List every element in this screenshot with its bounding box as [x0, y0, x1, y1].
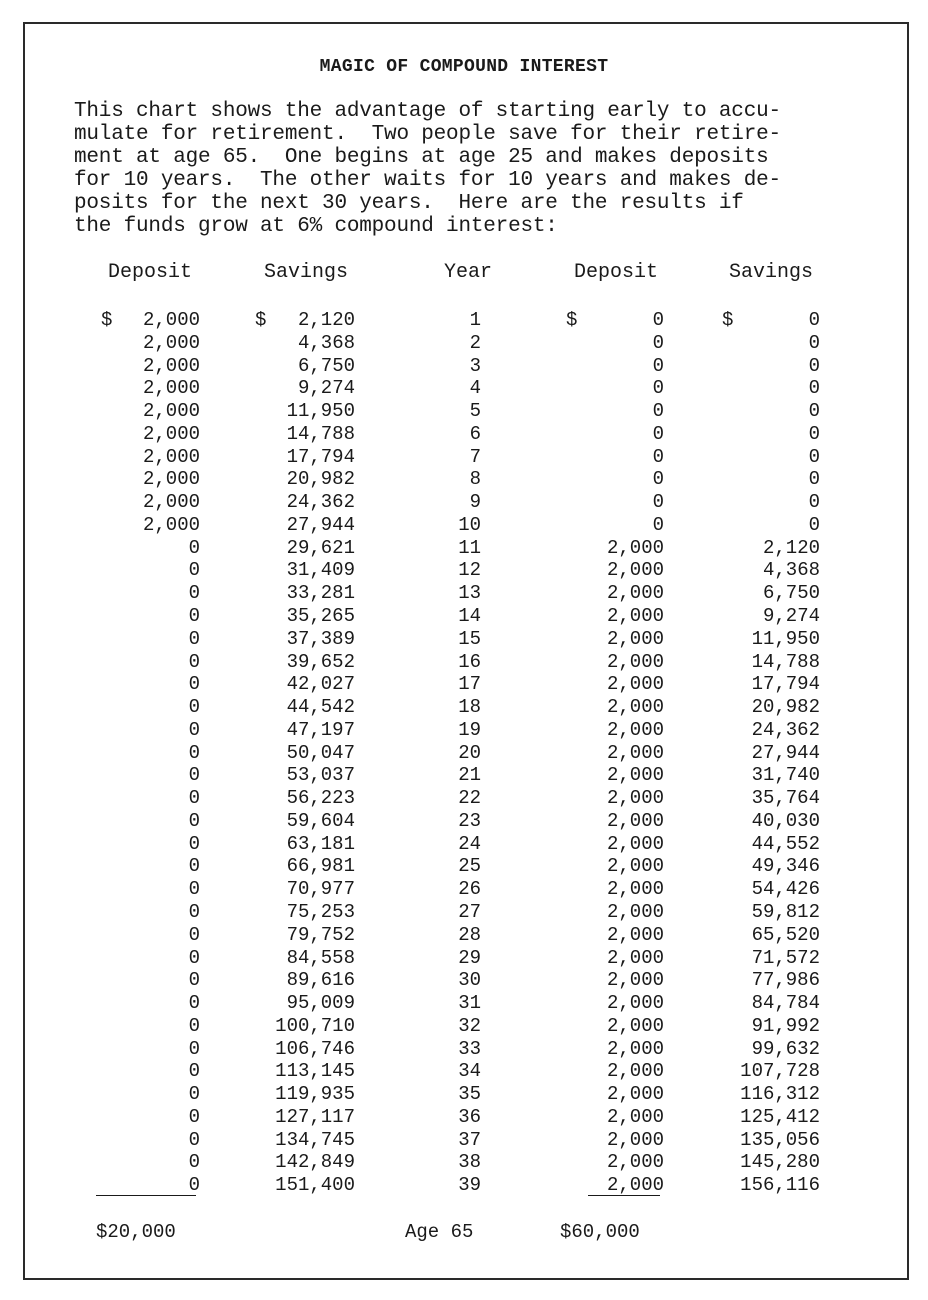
total-underline: [96, 1195, 196, 1196]
deposit-early-cell: 2,000: [142, 354, 200, 377]
savings-early-cell: 42,027: [286, 673, 355, 696]
deposit-late-cell: 2,000: [606, 809, 664, 832]
year-cell: 15: [458, 627, 481, 650]
total-underline: [588, 1195, 660, 1196]
savings-late-cell: 49,346: [751, 855, 820, 878]
savings-early-cell: 151,400: [275, 1174, 355, 1197]
year-cell: 16: [458, 650, 481, 673]
deposit-early-cell: 0: [188, 923, 200, 946]
year-cell: 19: [458, 718, 481, 741]
year-cell: 24: [458, 832, 481, 855]
savings-late-cell: 0: [808, 400, 820, 423]
deposit-early-cell: 0: [188, 1037, 200, 1060]
year-cell: 6: [469, 422, 481, 445]
deposit-early-cell: 0: [188, 832, 200, 855]
deposit-late-cell: 2,000: [606, 1060, 664, 1083]
deposit-late-cell: 2,000: [606, 764, 664, 787]
deposit-early-cell: 0: [188, 582, 200, 605]
deposit-late-cell: 2,000: [606, 855, 664, 878]
savings-early-cell: 79,752: [286, 923, 355, 946]
savings-early-cell: 9,274: [297, 377, 355, 400]
deposit-late-cell: 2,000: [606, 1105, 664, 1128]
savings-early-cell: 17,794: [286, 445, 355, 468]
deposit-late-cell: 2,000: [606, 832, 664, 855]
year-cell: 28: [458, 923, 481, 946]
deposit-late-cell: 2,000: [606, 923, 664, 946]
deposit-late-cell: 2,000: [606, 673, 664, 696]
year-cell: 33: [458, 1037, 481, 1060]
deposit-late-cell: 2,000: [606, 718, 664, 741]
savings-late-cell: 77,986: [751, 969, 820, 992]
year-cell: 27: [458, 901, 481, 924]
savings-early-cell: 66,981: [286, 855, 355, 878]
savings-early-cell: 27,944: [286, 513, 355, 536]
savings-early-cell: 50,047: [286, 741, 355, 764]
deposit-late-cell: 2,000: [606, 741, 664, 764]
intro-line: posits for the next 30 years. Here are the results if: [74, 192, 744, 215]
savings-late-cell: 99,632: [751, 1037, 820, 1060]
savings-early-cell: 70,977: [286, 878, 355, 901]
deposit-early-cell: 2,000: [142, 513, 200, 536]
year-cell: 4: [469, 377, 481, 400]
savings-early-cell: 20,982: [286, 468, 355, 491]
savings-early-cell: 84,558: [286, 946, 355, 969]
deposit-late-cell: 0: [652, 309, 664, 331]
savings-late-cell: 107,728: [740, 1060, 820, 1083]
deposit-early-cell: 0: [188, 1014, 200, 1037]
deposit-late-cell: 0: [652, 400, 664, 423]
savings-early-cell: 24,362: [286, 491, 355, 514]
savings-early-cell: 14,788: [286, 422, 355, 445]
deposit-early-cell: 0: [188, 946, 200, 969]
deposit-early-cell: 0: [188, 559, 200, 582]
savings-late-cell: 135,056: [740, 1128, 820, 1151]
year-cell: 37: [458, 1128, 481, 1151]
deposit-late-cell: 2,000: [606, 650, 664, 673]
column-header: Deposit: [107, 261, 192, 284]
deposit-early-cell: 0: [188, 718, 200, 741]
deposit-early-cell: 2,000: [142, 491, 200, 514]
deposit-late-cell: 0: [652, 445, 664, 468]
total-deposit-early: $20,000: [96, 1221, 176, 1243]
savings-early-cell: 113,145: [275, 1060, 355, 1083]
savings-early-cell: 59,604: [286, 809, 355, 832]
savings-late-cell: 0: [808, 445, 820, 468]
savings-late-cell: 156,116: [740, 1174, 820, 1197]
deposit-late-cell: 2,000: [606, 1151, 664, 1174]
deposit-early-cell: 0: [188, 627, 200, 650]
savings-late-cell: 4,368: [762, 559, 820, 582]
year-cell: 38: [458, 1151, 481, 1174]
savings-late-cell: 44,552: [751, 832, 820, 855]
column-header: Year: [443, 261, 492, 284]
deposit-early-cell: 2,000: [142, 422, 200, 445]
deposit-late-cell: 0: [652, 468, 664, 491]
savings-early-cell: 56,223: [286, 787, 355, 810]
intro-line: This chart shows the advantage of starting early to accu-: [74, 100, 781, 123]
savings-late-cell: 20,982: [751, 696, 820, 719]
savings-late-cell: 125,412: [740, 1105, 820, 1128]
savings-late-cell: 11,950: [751, 627, 820, 650]
year-cell: 32: [458, 1014, 481, 1037]
year-cell: 13: [458, 582, 481, 605]
year-cell: 5: [469, 400, 481, 423]
deposit-late-cell: 2,000: [606, 1014, 664, 1037]
year-cell: 30: [458, 969, 481, 992]
deposit-early-cell: 0: [188, 1105, 200, 1128]
year-cell: 20: [458, 741, 481, 764]
year-cell: 29: [458, 946, 481, 969]
deposit-late-cell: 2,000: [606, 1037, 664, 1060]
savings-early-cell: 2,120: [297, 309, 355, 331]
savings-late-cell: 0: [808, 513, 820, 536]
savings-late-cell: 71,572: [751, 946, 820, 969]
intro-line: for 10 years. The other waits for 10 years and makes de-: [74, 169, 781, 192]
deposit-early-cell: 0: [188, 809, 200, 832]
column-header: Savings: [263, 261, 348, 284]
column-header: Savings: [728, 261, 813, 284]
deposit-early-cell: 2,000: [142, 377, 200, 400]
currency-sign: $: [566, 309, 578, 331]
savings-early-cell: 100,710: [275, 1014, 355, 1037]
year-cell: 2: [469, 331, 481, 354]
deposit-late-cell: 2,000: [606, 582, 664, 605]
deposit-late-cell: 0: [652, 331, 664, 354]
year-cell: 18: [458, 696, 481, 719]
deposit-late-cell: 2,000: [606, 1083, 664, 1106]
deposit-early-cell: 0: [188, 650, 200, 673]
year-cell: 9: [469, 491, 481, 514]
deposit-early-cell: 0: [188, 787, 200, 810]
year-cell: 7: [469, 445, 481, 468]
savings-late-cell: 0: [808, 331, 820, 354]
savings-late-cell: 24,362: [751, 718, 820, 741]
currency-sign: $: [722, 309, 734, 331]
deposit-late-cell: 0: [652, 422, 664, 445]
deposit-early-cell: 0: [188, 673, 200, 696]
year-cell: 36: [458, 1105, 481, 1128]
deposit-early-cell: 2,000: [142, 468, 200, 491]
savings-early-cell: 75,253: [286, 901, 355, 924]
currency-sign: $: [101, 309, 113, 331]
savings-late-cell: 0: [808, 354, 820, 377]
intro-line: mulate for retirement. Two people save for their retire-: [74, 123, 781, 146]
deposit-late-cell: 2,000: [606, 627, 664, 650]
savings-early-cell: 37,389: [286, 627, 355, 650]
currency-sign: $: [255, 309, 267, 331]
savings-late-cell: 0: [808, 491, 820, 514]
savings-late-cell: 27,944: [751, 741, 820, 764]
deposit-early-cell: 0: [188, 1060, 200, 1083]
savings-late-cell: 14,788: [751, 650, 820, 673]
deposit-late-cell: 0: [652, 377, 664, 400]
deposit-late-cell: 2,000: [606, 536, 664, 559]
savings-early-cell: 31,409: [286, 559, 355, 582]
total-age-label: Age 65: [405, 1221, 474, 1243]
year-cell: 11: [458, 536, 481, 559]
total-deposit-late: $60,000: [560, 1221, 640, 1243]
year-cell: 35: [458, 1083, 481, 1106]
year-cell: 22: [458, 787, 481, 810]
deposit-early-cell: 0: [188, 536, 200, 559]
deposit-late-cell: 2,000: [606, 1128, 664, 1151]
deposit-late-cell: 0: [652, 491, 664, 514]
deposit-early-cell: 0: [188, 992, 200, 1015]
column-header: Deposit: [573, 261, 658, 284]
document-title: MAGIC OF COMPOUND INTEREST: [319, 57, 609, 77]
savings-late-cell: 40,030: [751, 809, 820, 832]
savings-late-cell: 17,794: [751, 673, 820, 696]
deposit-early-cell: 0: [188, 901, 200, 924]
year-cell: 34: [458, 1060, 481, 1083]
year-cell: 10: [458, 513, 481, 536]
deposit-early-cell: 2,000: [142, 400, 200, 423]
deposit-late-cell: 2,000: [606, 946, 664, 969]
savings-early-cell: 89,616: [286, 969, 355, 992]
savings-early-cell: 127,117: [275, 1105, 355, 1128]
year-cell: 14: [458, 605, 481, 627]
intro-line: ment at age 65. One begins at age 25 and makes deposits: [74, 146, 769, 169]
deposit-early-cell: 0: [188, 969, 200, 992]
year-cell: 23: [458, 809, 481, 832]
deposit-early-cell: 0: [188, 741, 200, 764]
year-cell: 26: [458, 878, 481, 901]
savings-early-cell: 95,009: [286, 992, 355, 1015]
savings-early-cell: 6,750: [297, 354, 355, 377]
savings-late-cell: 59,812: [751, 901, 820, 924]
savings-early-cell: 47,197: [286, 718, 355, 741]
deposit-late-cell: 0: [652, 354, 664, 377]
deposit-late-cell: 2,000: [606, 787, 664, 810]
deposit-early-cell: 0: [188, 1083, 200, 1106]
savings-early-cell: 53,037: [286, 764, 355, 787]
deposit-late-cell: 0: [652, 513, 664, 536]
savings-late-cell: 91,992: [751, 1014, 820, 1037]
year-cell: 12: [458, 559, 481, 582]
savings-late-cell: 0: [808, 309, 820, 331]
year-cell: 31: [458, 992, 481, 1015]
deposit-early-cell: 2,000: [142, 445, 200, 468]
deposit-late-cell: 2,000: [606, 559, 664, 582]
savings-early-cell: 134,745: [275, 1128, 355, 1151]
savings-late-cell: 35,764: [751, 787, 820, 810]
deposit-early-cell: 0: [188, 696, 200, 719]
deposit-early-cell: 2,000: [142, 309, 200, 331]
deposit-late-cell: 2,000: [606, 1174, 664, 1197]
savings-late-cell: 31,740: [751, 764, 820, 787]
savings-late-cell: 0: [808, 468, 820, 491]
year-cell: 3: [469, 354, 481, 377]
deposit-late-cell: 2,000: [606, 992, 664, 1015]
deposit-early-cell: 0: [188, 764, 200, 787]
savings-late-cell: 2,120: [762, 536, 820, 559]
savings-early-cell: 39,652: [286, 650, 355, 673]
savings-early-cell: 35,265: [286, 605, 355, 627]
deposit-early-cell: 0: [188, 855, 200, 878]
intro-line: the funds grow at 6% compound interest:: [74, 215, 558, 238]
savings-early-cell: 106,746: [275, 1037, 355, 1060]
savings-early-cell: 33,281: [286, 582, 355, 605]
savings-late-cell: 65,520: [751, 923, 820, 946]
deposit-early-cell: 0: [188, 1151, 200, 1174]
year-cell: 39: [458, 1174, 481, 1197]
deposit-early-cell: 0: [188, 878, 200, 901]
savings-late-cell: 9,274: [762, 605, 820, 627]
savings-late-cell: 0: [808, 422, 820, 445]
year-cell: 1: [469, 309, 481, 331]
savings-early-cell: 119,935: [275, 1083, 355, 1106]
deposit-late-cell: 2,000: [606, 901, 664, 924]
savings-early-cell: 29,621: [286, 536, 355, 559]
savings-early-cell: 11,950: [286, 400, 355, 423]
year-cell: 8: [469, 468, 481, 491]
deposit-late-cell: 2,000: [606, 696, 664, 719]
savings-late-cell: 84,784: [751, 992, 820, 1015]
savings-late-cell: 6,750: [762, 582, 820, 605]
savings-late-cell: 0: [808, 377, 820, 400]
deposit-late-cell: 2,000: [606, 878, 664, 901]
deposit-early-cell: 0: [188, 1174, 200, 1197]
deposit-late-cell: 2,000: [606, 969, 664, 992]
savings-late-cell: 54,426: [751, 878, 820, 901]
year-cell: 21: [458, 764, 481, 787]
year-cell: 25: [458, 855, 481, 878]
year-cell: 17: [458, 673, 481, 696]
deposit-early-cell: 0: [188, 1128, 200, 1151]
savings-late-cell: 116,312: [740, 1083, 820, 1106]
savings-early-cell: 44,542: [286, 696, 355, 719]
savings-early-cell: 142,849: [275, 1151, 355, 1174]
savings-early-cell: 63,181: [286, 832, 355, 855]
deposit-early-cell: 0: [188, 605, 200, 627]
deposit-late-cell: 2,000: [606, 605, 664, 627]
savings-early-cell: 4,368: [297, 331, 355, 354]
savings-late-cell: 145,280: [740, 1151, 820, 1174]
deposit-early-cell: 2,000: [142, 331, 200, 354]
